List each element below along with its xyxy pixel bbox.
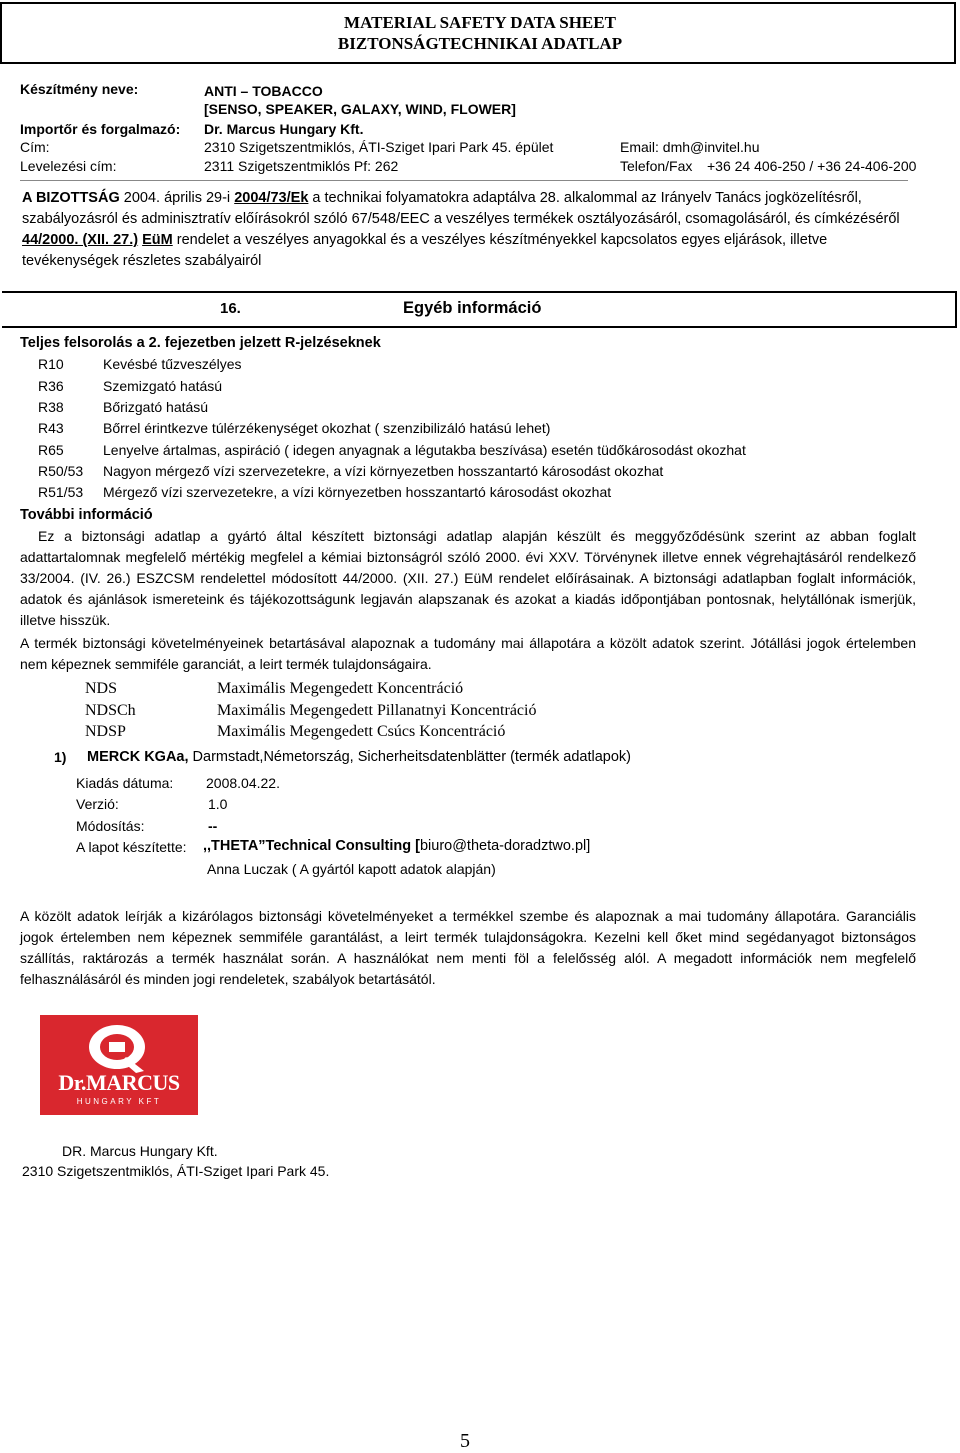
directive-text1: a technikai folyamatokra adaptálva 28. alkalommal az Irányelv Tanács jogközelítésről, szabályozásról és adminisztratív előírásokról szóló 67/548/EEC a veszélyes termékek osztályozásáról, csomagolásáról, és címkézéséről (22, 190, 900, 227)
r-phrase-code: R65 (38, 442, 64, 458)
r-phrase-code: R10 (38, 356, 64, 372)
importer-value: Dr. Marcus Hungary Kft. (204, 121, 364, 137)
email-text: Email: dmh@invitel.hu (620, 139, 760, 155)
r-phrase-text: Bőrizgató hatású (103, 399, 209, 415)
r-phrase-text: Bőrrel érintkezve túlérzékenységet okozhat ( szenzibilizáló hatású lehet) (103, 420, 551, 436)
address-value: 2310 Szigetszentmiklós, ÁTI-Sziget Ipari Park 45. épület (204, 139, 554, 155)
header-title-hu: BIZTONSÁGTECHNIKAI ADATLAP (337, 34, 623, 53)
reg-name: EüM (142, 232, 173, 248)
r-phrase-text: Lenyelve ártalmas, aspiráció ( idegen anyagnak a légutakba beszívása) esetén tüdőkárosodást okozhat (103, 442, 746, 458)
modified-label: Módosítás: (76, 818, 145, 834)
reg-number: 44/2000. (XII. 27.) (22, 232, 139, 248)
further-info-p1: Ez a biztonsági adatlap a gyártó által készített biztonsági adatlap alapján készült és meggyőződésünk szerint az abban foglalt adattartalomnak megfelelő mértékig megfelel a kémiai biztonságról szóló 2000. évi XXV. Törvénynek illetve ennek végrehajtásáról rendelkező 33/2004. (IV. 26.) ESZCSM rendelettel módosított 44/2000. (XII. 27.) EüM rendelet előírásainak. A biztonsági adatlapban foglalt információk, adatok és ajánlások ismereteink és tájékozottságunk legjaván alapszanak és azokat a kiadás időpontjában pontosnak, helytállónak ismerjük, illetve hisszük. (20, 528, 916, 628)
product-name-value: ANTI – TOBACCO (204, 83, 323, 99)
directive-code: 2004/73/Ek (234, 190, 309, 206)
directive-prefix: A BIZOTTSÁG (22, 190, 120, 206)
issue-date-value: 2008.04.22. (206, 775, 280, 791)
further-info-p2: A termék biztonsági követelményeinek betartásával alapoznak a tudomány mai állapotára a közölt adatok szerint. Jótállási jogok értelemben nem képeznek semmiféle garanciát, a leirt termék tulajdonságaira. (20, 635, 916, 672)
r-phrases-heading: Teljes felsorolás a 2. fejezetben jelzett R-jelzéseknek (20, 335, 381, 351)
r-phrase-code: R50/53 (38, 463, 84, 479)
prepared-label: A lapot készítette: (76, 839, 187, 855)
product-name-label: Készítmény neve: (20, 81, 139, 97)
version-label: Verzió: (76, 796, 119, 812)
r-phrase-text: Kevésbé tűzveszélyes (103, 356, 242, 372)
source-number: 1) (54, 749, 67, 765)
abbr-text: Maximális Megengedett Pillanatnyi Koncentráció (217, 702, 537, 719)
footer-address: 2310 Szigetszentmiklós, ÁTI-Sziget Ipari Park 45. (22, 1163, 330, 1179)
footer-company: DR. Marcus Hungary Kft. (62, 1143, 218, 1159)
abbr-text: Maximális Megengedett Koncentráció (217, 680, 464, 697)
postal-label: Levelezési cím: (20, 158, 117, 174)
postal-value: 2311 Szigetszentmiklós Pf: 262 (204, 158, 399, 174)
directive-paragraph (22, 188, 912, 272)
further-info-heading: További információ (20, 507, 153, 523)
source-line (87, 749, 631, 765)
prepared-email: biuro@theta-doradztwo.pl] (419, 838, 591, 854)
disclaimer: A közölt adatok leírják a kizárólagos biztonsági követelményeket a termékkel szembe és alapoznak a mai tudomány állapotára. Garanciális jogok értelemben nem képeznek semmiféle garantálást, a leirt termék tulajdonságokra. Kezelni kell őket mind segédanyagot biztonságos szállítás, raktározás a termék használat során. A használókat nem menti föl a felelősség alól. A megadott információk nem megfelelő felhasználásáról és minden jogi rendeletek, szabályok betartásától. (20, 908, 916, 987)
directive-text2: rendelet a veszélyes anyagokkal és a veszélyes készítményekkel kapcsolatos egyes eljárások, illetve tevékenységek részletes szabályairól (22, 232, 828, 269)
issue-date-label: Kiadás dátuma: (76, 775, 174, 791)
r-phrase-code: R38 (38, 399, 64, 415)
r-phrase-code: R43 (38, 420, 64, 436)
r-phrase-code: R36 (38, 378, 64, 394)
product-variants: [SENSO, SPEAKER, GALAXY, WIND, FLOWER] (204, 101, 516, 117)
prepared-value-line (203, 838, 590, 854)
header-title-en: MATERIAL SAFETY DATA SHEET (344, 13, 616, 32)
page-number: 5 (460, 1430, 470, 1452)
version-value: 1.0 (208, 796, 228, 812)
logo-name: Dr.MARCUS (58, 1070, 180, 1095)
company-logo (40, 1015, 198, 1115)
phone-value: +36 24 406-250 / +36 24-406-200 (707, 158, 917, 174)
source-text: Darmstadt,Németország, Sicherheitsdatenblätter (termék adatlapok) (192, 749, 631, 765)
modified-value: -- (208, 818, 218, 834)
directive-date: 2004. április 29-i (123, 190, 231, 206)
address-label: Cím: (20, 139, 50, 155)
section-title: Egyéb információ (403, 299, 542, 317)
r-phrase-text: Nagyon mérgező vízi szervezetekre, a vízi környezetben hosszantartó károsodást okozhat (103, 463, 664, 479)
prepared-person: Anna Luczak ( A gyártól kapott adatok alapján) (207, 861, 496, 877)
r-phrase-text: Szemizgató hatású (103, 378, 223, 394)
logo-subtitle: HUNGARY KFT (76, 1097, 162, 1106)
abbr-code: NDS (85, 680, 118, 697)
abbr-code: NDSCh (85, 702, 136, 719)
divider (20, 180, 908, 181)
abbr-text: Maximális Megengedett Csúcs Koncentráció (217, 723, 506, 740)
abbr-code: NDSP (85, 723, 126, 740)
importer-label: Importőr és forgalmazó: (20, 121, 181, 137)
prepared-value: ,,THETA”Technical Consulting [ (203, 838, 420, 854)
section-number: 16. (220, 300, 241, 317)
source-name: MERCK KGAa, (87, 749, 189, 765)
r-phrase-text: Mérgező vízi szervezetekre, a vízi környezetben hosszantartó károsodást okozhat (103, 484, 612, 500)
r-phrase-code: R51/53 (38, 484, 84, 500)
phone-label: Telefon/Fax (620, 158, 693, 174)
